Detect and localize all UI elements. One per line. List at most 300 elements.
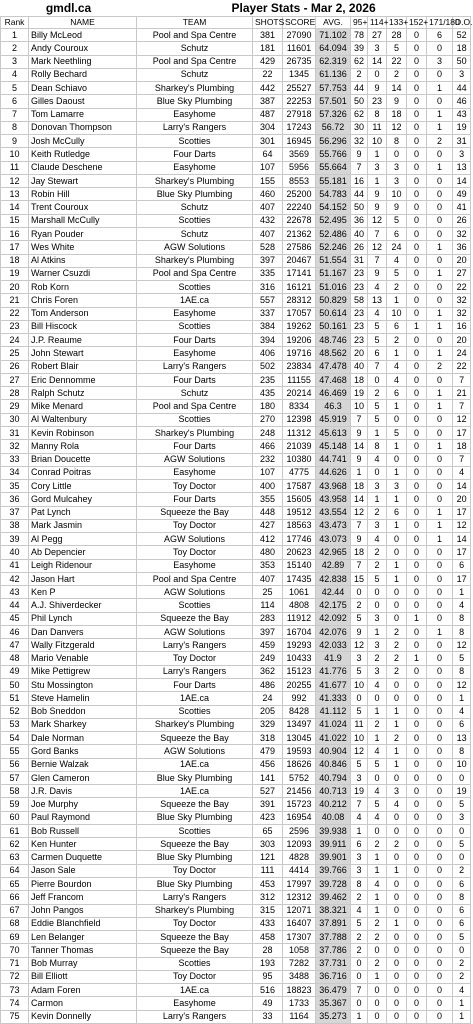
cell-133plus: 1 xyxy=(387,466,407,479)
cell-114plus: 9 xyxy=(368,201,387,214)
cell-rank: 24 xyxy=(1,334,29,347)
cell-152plus: 0 xyxy=(407,267,427,280)
cell-avg: 38.321 xyxy=(316,904,351,917)
cell-avg: 50.161 xyxy=(316,320,351,333)
cell-171-180: 2 xyxy=(427,135,453,148)
cell-114plus: 7 xyxy=(368,360,387,373)
cell-name: Bob Russell xyxy=(29,824,137,837)
cell-95plus: 1 xyxy=(351,824,368,837)
column-header-team: TEAM xyxy=(137,17,253,29)
cell-do: 32 xyxy=(453,307,471,320)
cell-shots: 33 xyxy=(253,1010,283,1023)
cell-114plus: 2 xyxy=(368,506,387,519)
table-row xyxy=(1,771,471,784)
cell-114plus: 9 xyxy=(368,188,387,201)
cell-team: Toy Doctor xyxy=(137,917,253,930)
table-row xyxy=(1,108,471,121)
cell-team: Larry's Rangers xyxy=(137,1010,253,1023)
cell-shots: 448 xyxy=(253,506,283,519)
cell-name: Tanner Thomas xyxy=(29,944,137,957)
header-row xyxy=(1,17,471,29)
table-row xyxy=(1,811,471,824)
cell-114plus: 2 xyxy=(368,652,387,665)
cell-do: 17 xyxy=(453,572,471,585)
cell-shots: 114 xyxy=(253,599,283,612)
cell-team: Toy Doctor xyxy=(137,480,253,493)
cell-avg: 42.965 xyxy=(316,546,351,559)
cell-shots: 64 xyxy=(253,148,283,161)
cell-171-180: 0 xyxy=(427,254,453,267)
cell-114plus: 4 xyxy=(368,745,387,758)
cell-do: 17 xyxy=(453,426,471,439)
table-row xyxy=(1,519,471,532)
cell-team: 1AE.ca xyxy=(137,984,253,997)
cell-score: 3569 xyxy=(283,148,316,161)
table-row xyxy=(1,785,471,798)
cell-rank: 8 xyxy=(1,121,29,134)
cell-rank: 59 xyxy=(1,798,29,811)
cell-do: 14 xyxy=(453,480,471,493)
cell-name: Andy Couroux xyxy=(29,42,137,55)
cell-114plus: 1 xyxy=(368,891,387,904)
cell-133plus: 14 xyxy=(387,82,407,95)
cell-133plus: 0 xyxy=(387,612,407,625)
cell-name: Billy McLeod xyxy=(29,29,137,42)
cell-171-180: 1 xyxy=(427,82,453,95)
cell-shots: 301 xyxy=(253,135,283,148)
cell-114plus: 2 xyxy=(368,387,387,400)
cell-avg: 44.741 xyxy=(316,453,351,466)
cell-name: Robin Hill xyxy=(29,188,137,201)
cell-avg: 41.112 xyxy=(316,705,351,718)
cell-114plus: 1 xyxy=(368,851,387,864)
cell-shots: 304 xyxy=(253,121,283,134)
cell-171-180: 1 xyxy=(427,533,453,546)
column-header-rank: Rank xyxy=(1,17,29,29)
cell-152plus: 0 xyxy=(407,692,427,705)
cell-name: Bob Murray xyxy=(29,957,137,970)
cell-score: 17587 xyxy=(283,480,316,493)
cell-score: 21039 xyxy=(283,440,316,453)
cell-avg: 51.167 xyxy=(316,267,351,280)
cell-avg: 43.473 xyxy=(316,519,351,532)
cell-avg: 40.08 xyxy=(316,811,351,824)
table-row xyxy=(1,480,471,493)
cell-152plus: 0 xyxy=(407,944,427,957)
cell-95plus: 5 xyxy=(351,917,368,930)
cell-do: 3 xyxy=(453,68,471,81)
cell-score: 1061 xyxy=(283,586,316,599)
cell-team: Four Darts xyxy=(137,148,253,161)
cell-shots: 25 xyxy=(253,586,283,599)
cell-do: 6 xyxy=(453,878,471,891)
cell-shots: 65 xyxy=(253,824,283,837)
cell-name: Ryan Pouder xyxy=(29,227,137,240)
cell-team: Easyhome xyxy=(137,559,253,572)
cell-114plus: 2 xyxy=(368,546,387,559)
cell-114plus: 5 xyxy=(368,334,387,347)
cell-avg: 43.968 xyxy=(316,480,351,493)
cell-171-180: 0 xyxy=(427,334,453,347)
cell-avg: 37.786 xyxy=(316,944,351,957)
cell-152plus: 0 xyxy=(407,241,427,254)
cell-114plus: 4 xyxy=(368,533,387,546)
cell-team: Scotties xyxy=(137,705,253,718)
cell-152plus: 0 xyxy=(407,559,427,572)
cell-133plus: 1 xyxy=(387,917,407,930)
cell-name: Al Pegg xyxy=(29,533,137,546)
site-name: gmdl.ca xyxy=(1,0,137,17)
cell-do: 8 xyxy=(453,745,471,758)
cell-rank: 45 xyxy=(1,612,29,625)
cell-shots: 24 xyxy=(253,692,283,705)
cell-171-180: 0 xyxy=(427,559,453,572)
cell-shots: 397 xyxy=(253,625,283,638)
cell-152plus: 0 xyxy=(407,824,427,837)
cell-name: Glen Cameron xyxy=(29,771,137,784)
cell-do: 7 xyxy=(453,373,471,386)
cell-avg: 39.728 xyxy=(316,878,351,891)
cell-name: Gilles Daoust xyxy=(29,95,137,108)
cell-team: Blue Sky Plumbing xyxy=(137,878,253,891)
cell-score: 20467 xyxy=(283,254,316,267)
cell-133plus: 0 xyxy=(387,679,407,692)
cell-152plus: 0 xyxy=(407,294,427,307)
cell-name: John Pangos xyxy=(29,904,137,917)
cell-team: Easyhome xyxy=(137,307,253,320)
table-row xyxy=(1,148,471,161)
cell-171-180: 0 xyxy=(427,864,453,877)
cell-avg: 42.092 xyxy=(316,612,351,625)
cell-avg: 42.44 xyxy=(316,586,351,599)
table-row xyxy=(1,612,471,625)
cell-do: 5 xyxy=(453,838,471,851)
cell-score: 17307 xyxy=(283,931,316,944)
table-row xyxy=(1,586,471,599)
cell-do: 52 xyxy=(453,29,471,42)
cell-95plus: 39 xyxy=(351,42,368,55)
cell-95plus: 2 xyxy=(351,931,368,944)
cell-do: 14 xyxy=(453,533,471,546)
cell-name: Pierre Bourdon xyxy=(29,878,137,891)
cell-name: Mark Sharkey xyxy=(29,718,137,731)
cell-avg: 41.776 xyxy=(316,665,351,678)
cell-do: 22 xyxy=(453,360,471,373)
table-row xyxy=(1,533,471,546)
cell-name: Jason Sale xyxy=(29,864,137,877)
cell-name: Claude Deschene xyxy=(29,161,137,174)
cell-do: 2 xyxy=(453,864,471,877)
cell-114plus: 4 xyxy=(368,453,387,466)
cell-152plus: 0 xyxy=(407,891,427,904)
cell-name: Len Belanger xyxy=(29,931,137,944)
cell-do: 17 xyxy=(453,546,471,559)
cell-name: Dan Danvers xyxy=(29,625,137,638)
cell-95plus: 19 xyxy=(351,387,368,400)
cell-shots: 423 xyxy=(253,811,283,824)
cell-152plus: 0 xyxy=(407,161,427,174)
cell-95plus: 16 xyxy=(351,174,368,187)
cell-133plus: 4 xyxy=(387,798,407,811)
cell-95plus: 9 xyxy=(351,453,368,466)
cell-score: 21456 xyxy=(283,785,316,798)
cell-team: Sharkey's Plumbing xyxy=(137,426,253,439)
cell-rank: 29 xyxy=(1,400,29,413)
cell-152plus: 0 xyxy=(407,148,427,161)
cell-133plus: 28 xyxy=(387,29,407,42)
table-row xyxy=(1,174,471,187)
cell-133plus: 1 xyxy=(387,440,407,453)
cell-avg: 56.296 xyxy=(316,135,351,148)
cell-score: 15123 xyxy=(283,665,316,678)
cell-name: Mark Jasmin xyxy=(29,519,137,532)
cell-rank: 48 xyxy=(1,652,29,665)
cell-rank: 14 xyxy=(1,201,29,214)
cell-171-180: 1 xyxy=(427,121,453,134)
cell-name: Jay Stewart xyxy=(29,174,137,187)
cell-133plus: 1 xyxy=(387,559,407,572)
cell-rank: 47 xyxy=(1,639,29,652)
cell-team: Easyhome xyxy=(137,466,253,479)
cell-avg: 39.901 xyxy=(316,851,351,864)
table-row xyxy=(1,625,471,638)
cell-shots: 22 xyxy=(253,68,283,81)
cell-do: 14 xyxy=(453,174,471,187)
cell-133plus: 18 xyxy=(387,108,407,121)
column-header-95plus: 95+ xyxy=(351,17,368,29)
cell-152plus: 0 xyxy=(407,68,427,81)
cell-team: AGW Solutions xyxy=(137,453,253,466)
cell-171-180: 0 xyxy=(427,294,453,307)
table-row xyxy=(1,506,471,519)
cell-score: 19206 xyxy=(283,334,316,347)
cell-avg: 37.788 xyxy=(316,931,351,944)
cell-avg: 41.022 xyxy=(316,732,351,745)
cell-do: 1 xyxy=(453,1010,471,1023)
cell-team: Pool and Spa Centre xyxy=(137,572,253,585)
table-row xyxy=(1,679,471,692)
cell-rank: 75 xyxy=(1,1010,29,1023)
cell-team: Four Darts xyxy=(137,334,253,347)
cell-133plus: 24 xyxy=(387,241,407,254)
cell-score: 16954 xyxy=(283,811,316,824)
cell-score: 22678 xyxy=(283,214,316,227)
cell-rank: 39 xyxy=(1,533,29,546)
cell-team: Four Darts xyxy=(137,679,253,692)
cell-do: 32 xyxy=(453,227,471,240)
cell-171-180: 0 xyxy=(427,917,453,930)
cell-133plus: 0 xyxy=(387,891,407,904)
cell-team: AGW Solutions xyxy=(137,625,253,638)
cell-95plus: 7 xyxy=(351,161,368,174)
cell-score: 26735 xyxy=(283,55,316,68)
cell-rank: 53 xyxy=(1,718,29,731)
cell-team: AGW Solutions xyxy=(137,586,253,599)
cell-152plus: 0 xyxy=(407,347,427,360)
cell-avg: 46.3 xyxy=(316,400,351,413)
cell-rank: 23 xyxy=(1,320,29,333)
cell-shots: 435 xyxy=(253,387,283,400)
table-row xyxy=(1,931,471,944)
column-header-133plus: 133+ xyxy=(387,17,407,29)
cell-133plus: 1 xyxy=(387,572,407,585)
table-row xyxy=(1,891,471,904)
table-row xyxy=(1,824,471,837)
cell-team: Blue Sky Plumbing xyxy=(137,771,253,784)
cell-do: 0 xyxy=(453,771,471,784)
cell-score: 4808 xyxy=(283,599,316,612)
cell-name: Cory Little xyxy=(29,480,137,493)
cell-score: 20214 xyxy=(283,387,316,400)
table-row xyxy=(1,957,471,970)
cell-score: 1345 xyxy=(283,68,316,81)
cell-95plus: 50 xyxy=(351,95,368,108)
cell-avg: 40.713 xyxy=(316,785,351,798)
cell-avg: 39.766 xyxy=(316,864,351,877)
cell-133plus: 1 xyxy=(387,718,407,731)
cell-name: Stu Mossington xyxy=(29,679,137,692)
cell-name: Eddie Blanchfield xyxy=(29,917,137,930)
cell-score: 21362 xyxy=(283,227,316,240)
cell-score: 27586 xyxy=(283,241,316,254)
cell-avg: 55.766 xyxy=(316,148,351,161)
cell-95plus: 19 xyxy=(351,785,368,798)
cell-do: 18 xyxy=(453,42,471,55)
cell-95plus: 23 xyxy=(351,307,368,320)
cell-score: 15605 xyxy=(283,493,316,506)
cell-shots: 391 xyxy=(253,798,283,811)
cell-171-180: 0 xyxy=(427,944,453,957)
cell-133plus: 10 xyxy=(387,307,407,320)
cell-name: Keith Rutledge xyxy=(29,148,137,161)
cell-171-180: 0 xyxy=(427,68,453,81)
cell-95plus: 9 xyxy=(351,426,368,439)
cell-171-180: 0 xyxy=(427,413,453,426)
cell-avg: 47.478 xyxy=(316,360,351,373)
table-row xyxy=(1,214,471,227)
cell-95plus: 14 xyxy=(351,440,368,453)
cell-133plus: 1 xyxy=(387,758,407,771)
cell-114plus: 0 xyxy=(368,599,387,612)
cell-95plus: 15 xyxy=(351,572,368,585)
cell-name: Tom Lamarre xyxy=(29,108,137,121)
cell-avg: 41.024 xyxy=(316,718,351,731)
cell-team: Squeeze the Bay xyxy=(137,798,253,811)
cell-133plus: 0 xyxy=(387,546,407,559)
cell-152plus: 0 xyxy=(407,931,427,944)
cell-avg: 41.333 xyxy=(316,692,351,705)
cell-do: 10 xyxy=(453,758,471,771)
cell-score: 19262 xyxy=(283,320,316,333)
cell-171-180: 0 xyxy=(427,824,453,837)
cell-95plus: 10 xyxy=(351,732,368,745)
cell-shots: 480 xyxy=(253,546,283,559)
cell-171-180: 6 xyxy=(427,29,453,42)
table-row xyxy=(1,29,471,42)
cell-114plus: 0 xyxy=(368,771,387,784)
cell-114plus: 3 xyxy=(368,639,387,652)
cell-team: Pool and Spa Centre xyxy=(137,29,253,42)
cell-avg: 51.554 xyxy=(316,254,351,267)
cell-team: Schutz xyxy=(137,387,253,400)
cell-133plus: 0 xyxy=(387,1010,407,1023)
cell-133plus: 0 xyxy=(387,771,407,784)
cell-do: 19 xyxy=(453,785,471,798)
cell-avg: 57.753 xyxy=(316,82,351,95)
cell-team: Pool and Spa Centre xyxy=(137,267,253,280)
cell-team: Toy Doctor xyxy=(137,864,253,877)
column-header-avg: AVG. xyxy=(316,17,351,29)
cell-avg: 54.152 xyxy=(316,201,351,214)
cell-133plus: 0 xyxy=(387,944,407,957)
cell-133plus: 8 xyxy=(387,135,407,148)
cell-rank: 6 xyxy=(1,95,29,108)
cell-avg: 48.746 xyxy=(316,334,351,347)
cell-133plus: 4 xyxy=(387,360,407,373)
cell-114plus: 27 xyxy=(368,29,387,42)
cell-171-180: 2 xyxy=(427,360,453,373)
cell-do: 0 xyxy=(453,851,471,864)
cell-95plus: 44 xyxy=(351,82,368,95)
cell-avg: 50.614 xyxy=(316,307,351,320)
table-row xyxy=(1,546,471,559)
cell-95plus: 2 xyxy=(351,68,368,81)
cell-score: 18823 xyxy=(283,984,316,997)
cell-name: Paul Raymond xyxy=(29,811,137,824)
cell-95plus: 7 xyxy=(351,559,368,572)
cell-114plus: 12 xyxy=(368,241,387,254)
cell-name: Eric Dennomme xyxy=(29,373,137,386)
cell-rank: 17 xyxy=(1,241,29,254)
cell-name: John Stewart xyxy=(29,347,137,360)
cell-95plus: 31 xyxy=(351,254,368,267)
cell-avg: 42.89 xyxy=(316,559,351,572)
cell-shots: 528 xyxy=(253,241,283,254)
cell-114plus: 2 xyxy=(368,838,387,851)
cell-do: 6 xyxy=(453,917,471,930)
table-row xyxy=(1,652,471,665)
cell-114plus: 4 xyxy=(368,281,387,294)
cell-152plus: 0 xyxy=(407,533,427,546)
cell-rank: 52 xyxy=(1,705,29,718)
cell-score: 16945 xyxy=(283,135,316,148)
cell-133plus: 1 xyxy=(387,864,407,877)
cell-avg: 55.181 xyxy=(316,174,351,187)
cell-team: Squeeze the Bay xyxy=(137,944,253,957)
cell-114plus: 0 xyxy=(368,466,387,479)
table-row xyxy=(1,82,471,95)
cell-avg: 43.554 xyxy=(316,506,351,519)
cell-shots: 453 xyxy=(253,878,283,891)
cell-shots: 337 xyxy=(253,307,283,320)
cell-do: 4 xyxy=(453,984,471,997)
cell-114plus: 4 xyxy=(368,307,387,320)
cell-name: Carmon xyxy=(29,997,137,1010)
cell-team: Squeeze the Bay xyxy=(137,612,253,625)
cell-shots: 406 xyxy=(253,347,283,360)
cell-133plus: 1 xyxy=(387,745,407,758)
cell-shots: 335 xyxy=(253,267,283,280)
cell-name: J.R. Davis xyxy=(29,785,137,798)
cell-rank: 9 xyxy=(1,135,29,148)
cell-avg: 57.501 xyxy=(316,95,351,108)
cell-team: Easyhome xyxy=(137,347,253,360)
cell-114plus: 1 xyxy=(368,864,387,877)
cell-shots: 400 xyxy=(253,480,283,493)
table-row xyxy=(1,572,471,585)
cell-avg: 64.094 xyxy=(316,42,351,55)
cell-name: Ralph Schutz xyxy=(29,387,137,400)
